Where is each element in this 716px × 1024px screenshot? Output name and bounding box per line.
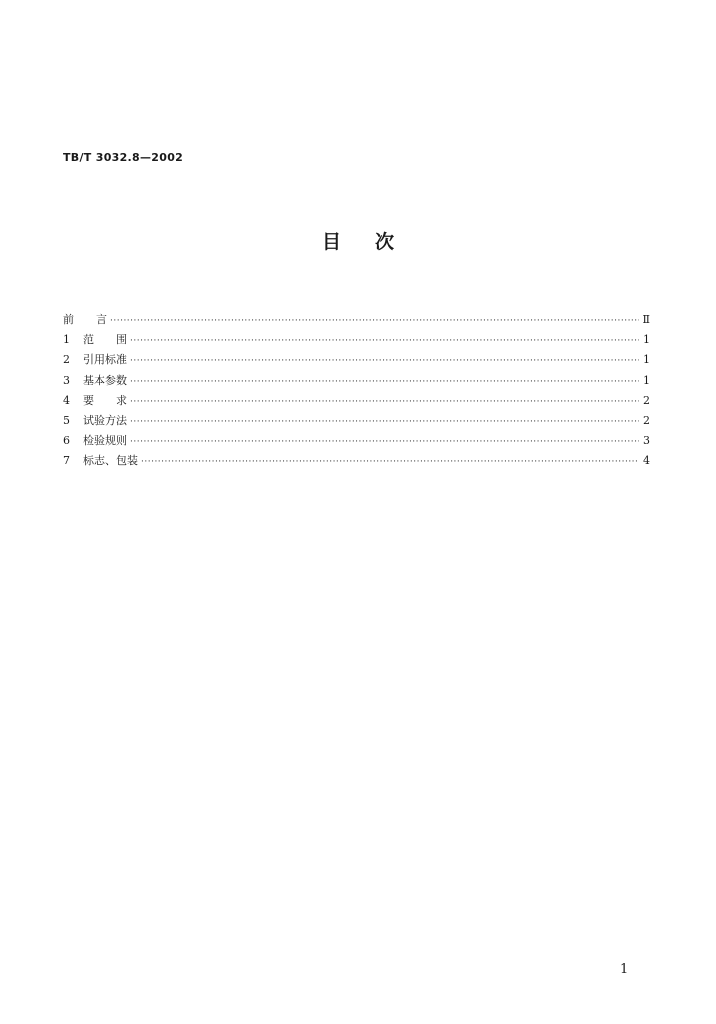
toc-entry-number: 1 xyxy=(63,333,70,347)
standard-number: TB/T 3032.8—2002 xyxy=(63,151,184,164)
toc-entry-label: 范 围 xyxy=(83,333,127,347)
toc-entry-foreword[interactable] xyxy=(63,310,650,330)
toc-entry-label: 要 求 xyxy=(83,393,127,407)
toc-entry-label: 前 言 xyxy=(63,313,107,326)
toc-entry-test-methods[interactable] xyxy=(63,411,650,431)
toc-leader-dots xyxy=(130,331,639,351)
toc-entry-normative-references[interactable] xyxy=(63,350,650,370)
toc-entry-number: 3 xyxy=(63,373,70,387)
toc-leader-dots xyxy=(141,452,639,472)
toc-entry-page: 4 xyxy=(643,454,650,468)
toc-leader-dots xyxy=(130,432,639,452)
toc-leader-dots xyxy=(130,412,639,432)
toc-entry-page: 1 xyxy=(643,353,650,367)
toc-entry-number: 5 xyxy=(63,413,70,427)
toc-entry-label: 检验规则 xyxy=(83,434,127,448)
toc-heading-char-1: 目 xyxy=(321,231,341,253)
toc-leader-dots xyxy=(130,351,639,371)
toc-entry-requirements[interactable] xyxy=(63,391,650,411)
page-number: 1 xyxy=(620,962,629,977)
toc-entry-page: 3 xyxy=(643,434,650,448)
toc-entry-scope[interactable] xyxy=(63,330,650,350)
toc-entry-label: 标志、包装 xyxy=(83,454,138,468)
toc-leader-dots xyxy=(130,372,639,392)
toc-entry-page: Ⅱ xyxy=(642,313,650,326)
toc-entry-number: 7 xyxy=(63,454,70,468)
toc-entry-number: 6 xyxy=(63,434,70,448)
toc-leader-dots xyxy=(110,311,639,331)
toc-leader-dots xyxy=(130,392,639,412)
table-of-contents xyxy=(63,310,650,472)
toc-heading xyxy=(0,227,716,254)
toc-entry-page: 2 xyxy=(643,393,650,407)
toc-entry-number: 2 xyxy=(63,353,70,367)
toc-heading-char-2: 次 xyxy=(375,231,395,253)
toc-entry-label: 基本参数 xyxy=(83,373,127,387)
toc-entry-page: 1 xyxy=(643,373,650,387)
toc-entry-label: 引用标准 xyxy=(83,353,127,367)
toc-entry-label: 试验方法 xyxy=(83,413,127,427)
toc-entry-inspection-rules[interactable] xyxy=(63,431,650,451)
toc-entry-page: 2 xyxy=(643,413,650,427)
toc-entry-marking-packaging[interactable] xyxy=(63,451,650,471)
toc-entry-page: 1 xyxy=(643,333,650,347)
toc-entry-number: 4 xyxy=(63,393,70,407)
toc-entry-basic-parameters[interactable] xyxy=(63,371,650,391)
